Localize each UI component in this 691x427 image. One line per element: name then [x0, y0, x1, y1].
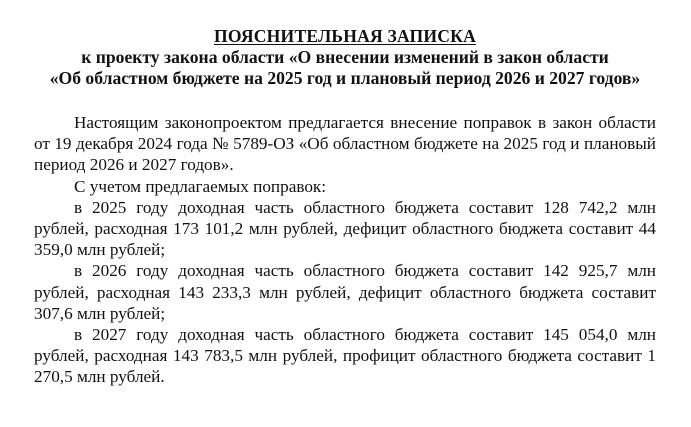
- document-header: [34, 26, 656, 89]
- document-title: ПОЯСНИТЕЛЬНАЯ ЗАПИСКА: [213, 26, 477, 46]
- document-subtitle-line-2: «Об областном бюджете на 2025 год и плановый период 2026 и 2027 годов»: [49, 68, 641, 88]
- document-body: [34, 112, 656, 388]
- budget-2025-paragraph: в 2025 году доходная часть областного бюджета составит 128 742,2 млн рублей, расходная 173 101,2 млн рублей, дефицит областного бюджета составит 44 359,0 млн рублей;: [34, 197, 656, 260]
- budget-2026-paragraph: в 2026 году доходная часть областного бюджета составит 142 925,7 млн рублей, расходная 143 233,3 млн рублей, дефицит областного бюджета составит 307,6 млн рублей;: [34, 261, 656, 323]
- lead-paragraph: С учетом предлагаемых поправок:: [74, 176, 327, 196]
- document-subtitle-line-1: к проекту закона области «О внесении изменений в закон области: [81, 47, 609, 67]
- intro-paragraph: Настоящим законопроектом предлагается внесение поправок в закон области от 19 декабря 2024 года № 5789-ОЗ «Об областном бюджете на 2025 год и плановый период 2026 и 2027 годов».: [34, 113, 656, 175]
- document-page: [34, 26, 656, 388]
- budget-2027-paragraph: в 2027 году доходная часть областного бюджета составит 145 054,0 млн рублей, расходная 143 783,5 млн рублей, профицит областного бюджета составит 1 270,5 млн рублей.: [34, 325, 656, 387]
